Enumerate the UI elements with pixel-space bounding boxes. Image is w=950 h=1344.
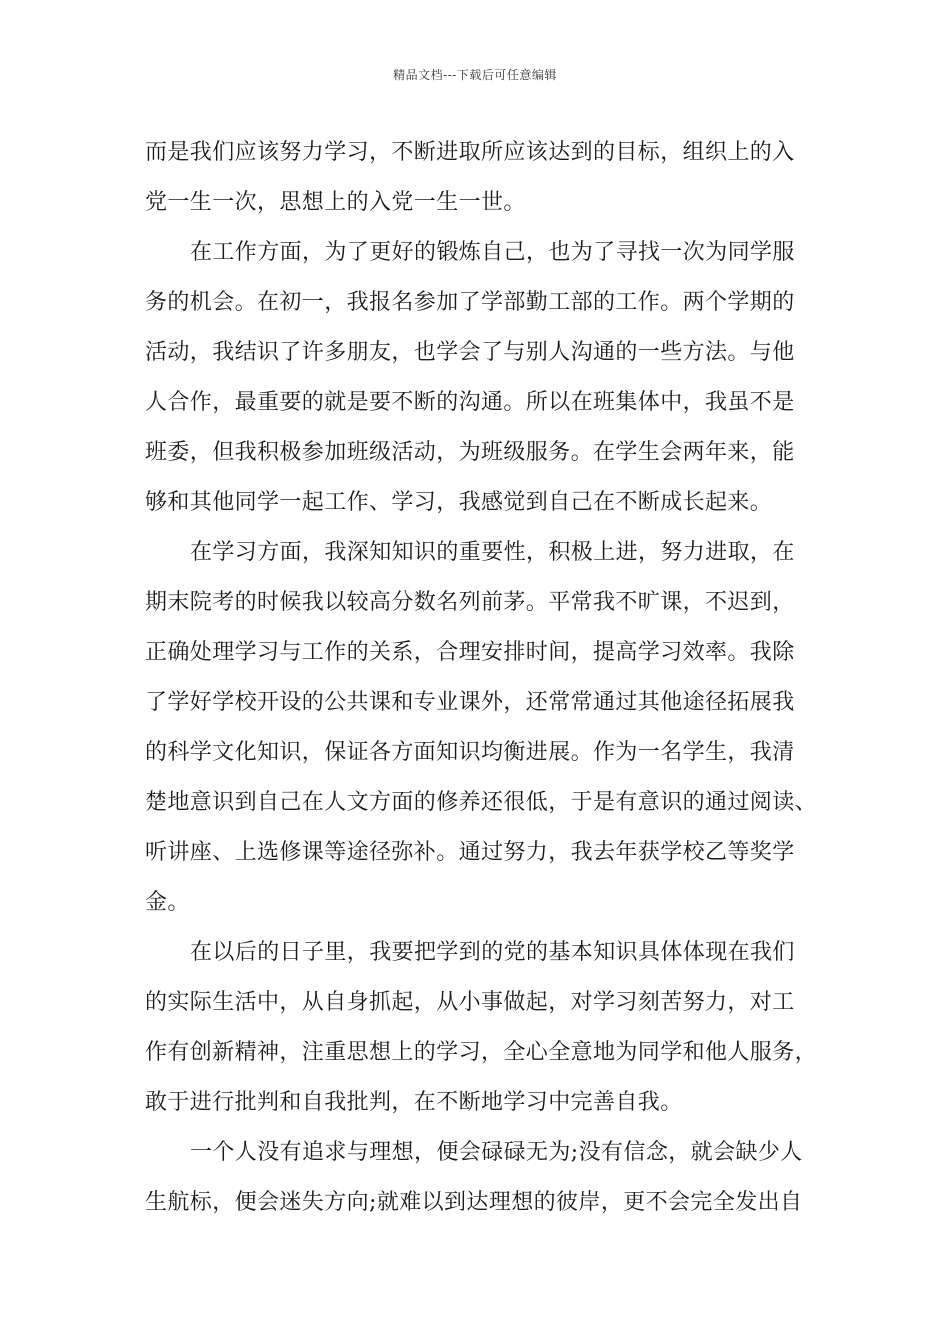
text-line: 金。: [145, 890, 190, 915]
text-line: 在工作方面，为了更好的锻炼自己，也为了寻找一次为同学服: [190, 240, 795, 265]
text-line: 作有创新精神，注重思想上的学习，全心全意地为同学和他人服务，: [145, 1040, 818, 1065]
text-line: 了学好学校开设的公共课和专业课外，还常常通过其他途径拓展我: [145, 690, 795, 715]
text-line: 够和其他同学一起工作、学习，我感觉到自己在不断成长起来。: [145, 490, 773, 515]
paragraph-5: [145, 1128, 835, 1228]
document-body: [145, 128, 835, 1228]
text-line: 班委，但我积极参加班级活动，为班级服务。在学生会两年来，能: [145, 440, 795, 465]
paragraph-2: [145, 228, 835, 528]
text-line: 听讲座、上选修课等途径弥补。通过努力，我去年获学校乙等奖学: [145, 840, 795, 865]
text-line: 在学习方面，我深知知识的重要性，积极上进，努力进取，在: [190, 540, 795, 565]
paragraph-4: [145, 928, 835, 1128]
text-line: 期末院考的时候我以较高分数名列前茅。平常我不旷课，不迟到，: [145, 590, 795, 615]
text-line: 党一生一次，思想上的入党一生一世。: [145, 190, 526, 215]
text-line: 正确处理学习与工作的关系，合理安排时间，提高学习效率。我除: [145, 640, 795, 665]
paragraph-3: [145, 528, 835, 928]
text-line: 活动，我结识了许多朋友，也学会了与别人沟通的一些方法。与他: [145, 340, 795, 365]
paragraph-1: [145, 128, 835, 228]
text-line: 敢于进行批判和自我批判，在不断地学习中完善自我。: [145, 1090, 683, 1115]
text-line: 的实际生活中，从自身抓起，从小事做起，对学习刻苦努力，对工: [145, 990, 795, 1015]
text-line: 一个人没有追求与理想，便会碌碌无为;没有信念，就会缺少人: [190, 1140, 803, 1165]
text-line: 在以后的日子里，我要把学到的党的基本知识具体体现在我们: [190, 940, 795, 965]
text-line: 的科学文化知识，保证各方面知识均衡进展。作为一名学生，我清: [145, 740, 795, 765]
text-line: 生航标，便会迷失方向;就难以到达理想的彼岸，更不会完全发出自: [145, 1190, 803, 1215]
text-line: 务的机会。在初一，我报名参加了学部勤工部的工作。两个学期的: [145, 290, 795, 315]
text-line: 人合作，最重要的就是要不断的沟通。所以在班集体中，我虽不是: [145, 390, 795, 415]
text-line: 楚地意识到自己在人文方面的修养还很低，于是有意识的通过阅读、: [145, 790, 818, 815]
page-header: 精品文档---下载后可任意编辑: [393, 68, 557, 82]
text-line: 而是我们应该努力学习，不断进取所应该达到的目标，组织上的入: [145, 140, 795, 165]
